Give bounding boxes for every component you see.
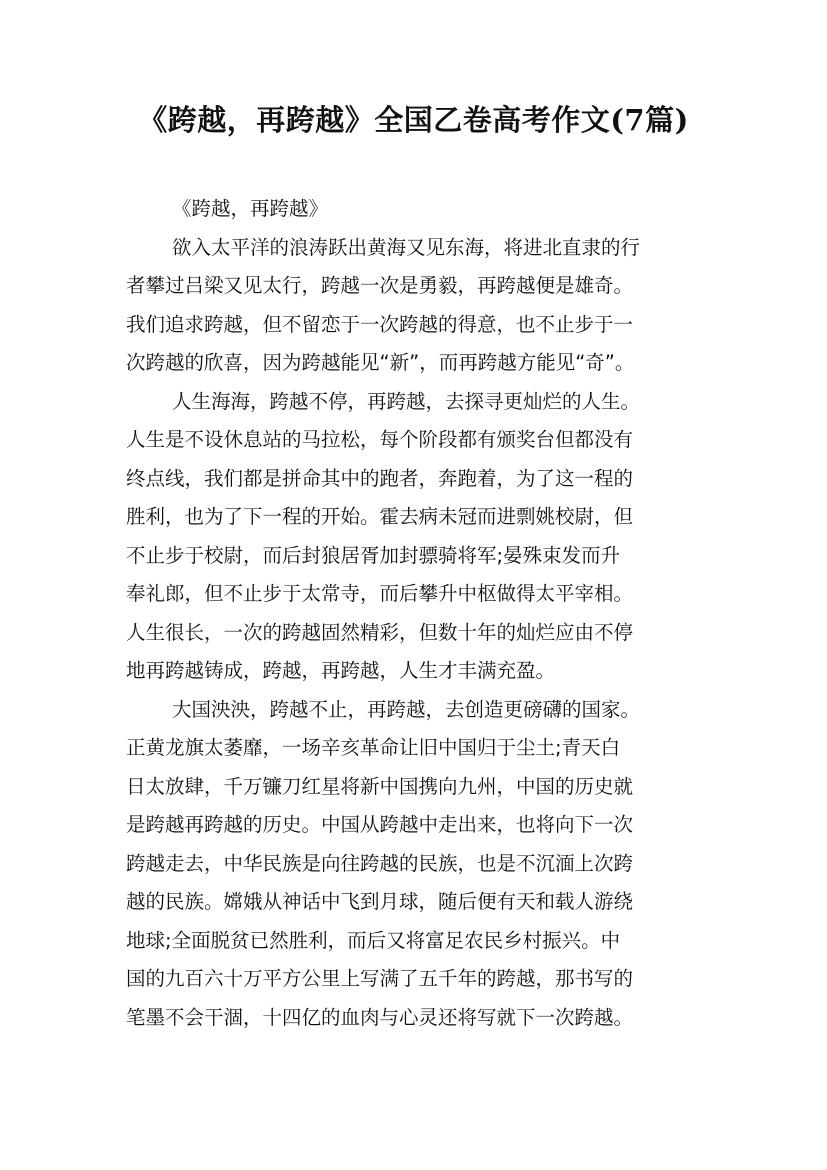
text-line: 不止步于校尉，而后封狼居胥加封骠骑将军;晏殊束发而升 [126, 543, 621, 567]
text-line: 地再跨越铸成，跨越，再跨越，人生才丰满充盈。 [126, 659, 556, 682]
essay-body [126, 190, 726, 1037]
text-line: 我们追求跨越，但不留恋于一次跨越的得意，也不止步于一 [126, 312, 634, 336]
text-line: 是跨越再跨越的历史。中国从跨越中走出来，也将向下一次 [126, 813, 634, 836]
text-line: 跨越走去，中华民族是向往跨越的民族，也是不沉湎上次跨 [126, 851, 634, 875]
text-line: 胜利，也为了下一程的开始。霍去病未冠而进剽姚校尉，但 [126, 505, 634, 528]
text-line: 人生是不设休息站的马拉松，每个阶段都有颁奖台但都没有 [126, 428, 634, 451]
text-line: 奉礼郎，但不止步于太常寺，而后攀升中枢做得太平宰相。 [126, 582, 634, 605]
text-line: 越的民族。嫦娥从神话中飞到月球，随后便有天和载人游绕 [126, 890, 634, 913]
text-line: 人生海海，跨越不停，再跨越，去探寻更灿烂的人生。 [172, 389, 641, 413]
text-line: 终点线，我们都是拼命其中的跑者，奔跑着，为了这一程的 [126, 466, 634, 490]
text-line: 正黄龙旗太萎靡，一场辛亥革命让旧中国归于尘土;青天白 [126, 736, 621, 759]
text-line: 国的九百六十万平方公里上写满了五千年的跨越，那书写的 [126, 967, 634, 990]
text-line: 者攀过吕梁又见太行，跨越一次是勇毅，再跨越便是雄奇。 [126, 274, 634, 297]
text-line: 大国泱泱，跨越不止，再跨越，去创造更磅礴的国家。 [172, 697, 641, 721]
text-line: 欲入太平洋的浪涛跃出黄海又见东海，将进北直隶的行 [172, 235, 641, 259]
text-line: 笔墨不会干涸，十四亿的血肉与心灵还将写就下一次跨越。 [126, 1005, 634, 1029]
text-line: 地球;全面脱贫已然胜利，而后又将富足农民乡村振兴。中 [126, 928, 621, 952]
text-line: 人生很长，一次的跨越固然精彩，但数十年的灿烂应由不停 [126, 620, 634, 644]
text-line: 次跨越的欣喜，因为跨越能见“新”，而再跨越方能见“奇”。 [126, 351, 635, 374]
text-line: 日太放肆，千万镰刀红星将新中国携向九州，中国的历史就 [126, 774, 634, 798]
essay-heading: 《跨越，再跨越》 [172, 197, 329, 220]
document-title: 《跨越，再跨越》全国乙卷高考作文(7篇) [138, 103, 689, 137]
